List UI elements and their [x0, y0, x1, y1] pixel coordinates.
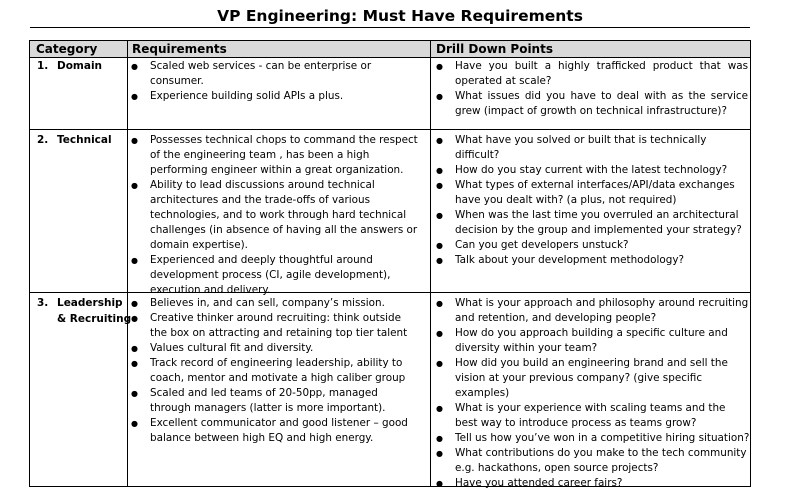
drill-down-item: ● Talk about your development methodology?	[434, 253, 750, 268]
requirements-table	[29, 40, 751, 487]
category-cell	[37, 132, 112, 148]
drill-down-item: ● What contributions do you make to the tech community e.g. hackathons, open source projects?	[434, 446, 750, 476]
requirement-item: ● Believes in, and can sell, company’s mission.	[129, 296, 420, 311]
category-number: 1.	[37, 60, 49, 72]
requirement-item: ● Ability to lead discussions around technical architectures and the trade-offs of various technologies, and to work through hard technical challenges (in absence of having all the answers or domain expertise).	[129, 178, 424, 253]
header-category: Category	[36, 42, 98, 56]
requirement-item: ● Experience building solid APIs a plus.	[129, 89, 417, 104]
drill-down-item: ● What types of external interfaces/API/data exchanges have you dealt with? (a plus, not required)	[434, 178, 750, 208]
drill-down-item: ● What have you solved or built that is technically difficult?	[434, 133, 750, 163]
requirement-item: ● Possesses technical chops to command the respect of the engineering team , has been a high performing engineer within a great organization.	[129, 133, 424, 178]
requirements-list	[129, 296, 420, 446]
drill-down-item: ● When was the last time you overruled an architectural decision by the group and implemented your strategy?	[434, 208, 750, 238]
requirement-item: ● Excellent communicator and good listener – good balance between high EQ and high energy.	[129, 416, 420, 446]
drill-down-list	[434, 133, 750, 268]
header-requirements: Requirements	[132, 42, 227, 56]
drill-down-list	[434, 296, 750, 491]
drill-down-item: ● Can you get developers unstuck?	[434, 238, 750, 253]
drill-down-item: ● What issues did you have to deal with as the service grew (impact of growth on technical infrastructure)?	[434, 89, 748, 119]
drill-down-list	[434, 59, 748, 119]
requirement-item: ● Values cultural fit and diversity.	[129, 341, 420, 356]
header-drill-down: Drill Down Points	[436, 42, 553, 56]
category-label: Technical	[57, 134, 112, 146]
category-label: Domain	[57, 60, 103, 72]
category-number: 3.	[37, 297, 49, 309]
column-divider	[430, 41, 431, 486]
drill-down-item: ● What is your approach and philosophy around recruiting and retention, and developing people?	[434, 296, 750, 326]
drill-down-item: ● How do you approach building a specific culture and diversity within your team?	[434, 326, 750, 356]
column-divider	[127, 41, 128, 486]
row-divider	[30, 129, 750, 130]
requirements-list	[129, 133, 424, 298]
drill-down-item: ● Tell us how you’ve won in a competitive hiring situation?	[434, 431, 750, 446]
drill-down-item: ● How do you stay current with the latest technology?	[434, 163, 750, 178]
drill-down-item: ● Have you built a highly trafficked product that was operated at scale?	[434, 59, 748, 89]
category-label-continued: & Recruiting	[57, 313, 132, 325]
requirement-item: ● Scaled and led teams of 20-50pp, managed through managers (latter is more important).	[129, 386, 420, 416]
drill-down-item: ● Have you attended career fairs?	[434, 476, 750, 491]
category-label: Leadership	[57, 297, 123, 309]
document-title: VP Engineering: Must Have Requirements	[217, 7, 583, 25]
requirement-item: ● Creative thinker around recruiting: think outside the box on attracting and retaining top tier talent	[129, 311, 420, 341]
category-cell	[37, 295, 131, 327]
title-underline	[30, 27, 750, 28]
requirements-list	[129, 59, 417, 104]
requirement-item: ● Track record of engineering leadership, ability to coach, mentor and motivate a high caliber group	[129, 356, 420, 386]
drill-down-item: ● How did you build an engineering brand and sell the vision at your previous company? (give specific examples)	[434, 356, 750, 401]
requirement-item: ● Experienced and deeply thoughtful around development process (CI, agile development), execution and delivery.	[129, 253, 424, 298]
category-number: 2.	[37, 134, 49, 146]
requirement-item: ● Scaled web services - can be enterprise or consumer.	[129, 59, 417, 89]
category-cell	[37, 58, 102, 74]
drill-down-item: ● What is your experience with scaling teams and the best way to introduce process as teams grow?	[434, 401, 750, 431]
